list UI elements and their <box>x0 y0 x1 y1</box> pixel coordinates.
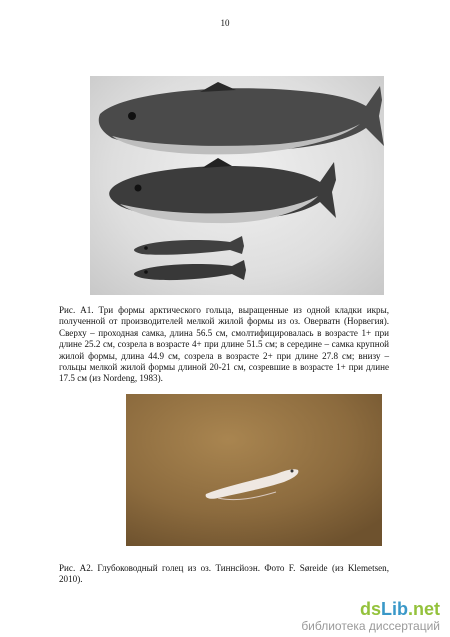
dslib-logo[interactable]: dsLib.net <box>359 599 440 619</box>
dslib-watermark[interactable] <box>301 599 440 633</box>
dslib-subtitle: библиотека диссертаций <box>301 619 440 633</box>
fish-small-2 <box>134 260 246 280</box>
fish-top <box>99 82 384 154</box>
fish-middle <box>109 158 336 223</box>
fish-small-1 <box>134 236 244 255</box>
figure2-caption: Рис. А2. Глубоководный голец из оз. Тиннсйоэн. Фото F. Søreide (из Klemetsen, 2010). <box>59 563 389 585</box>
char-fish-photo <box>90 76 384 295</box>
page-number: 10 <box>220 18 230 28</box>
deepwater-char-photo <box>126 394 382 546</box>
figure1-caption: Рис. А1. Три формы арктического гольца, выращенные из одной кладки икры, полученной от производителей мелкой жилой формы из оз. Оверватн (Норвегия). Сверху – проходная самка, длина 56.5 см, смолтифицировалась в возрасте 1+ при длине 25.2 см, созрела в возрасте 4+ при длине 51.5 см; в середине – самка крупной жилой формы, длина 44.9 см, созрела в возрасте 2+ при длине 27.8 см; внизу – гольцы мелкой жилой формы длиной 20-21 см, созревшие в возрасте 1+ при длине 17.5 см (из Nordeng, 1983). <box>59 305 389 384</box>
